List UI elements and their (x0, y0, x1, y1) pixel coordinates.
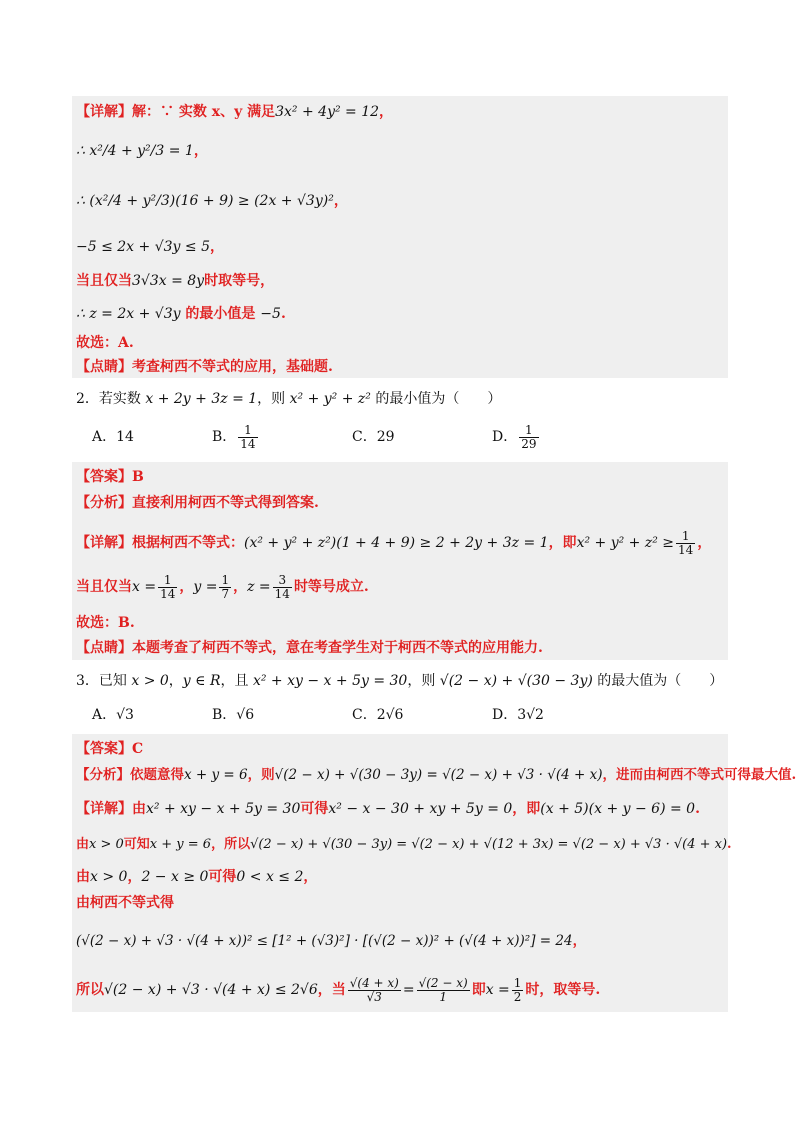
sol2-de-text: 根据柯西不等式： (132, 535, 244, 551)
q3-stem-d: ，则 (407, 673, 440, 689)
sol2-analysis (76, 492, 319, 514)
sol2-eq-z-frac (273, 574, 292, 601)
q3-option-b[interactable]: B．√6 (212, 707, 255, 723)
q2-opt-d-label: D． (492, 429, 518, 445)
q2-stem (76, 388, 501, 410)
sol2-eq-x: x = (132, 579, 157, 595)
q3-stem-c: ，且 (220, 673, 253, 689)
sol2-de-end: ， (697, 535, 712, 551)
sol2-equality: 当且仅当x = $\frac{1}{14}$ ，y = $\frac{1}{7}$ ，z = $\frac{3}{14}$ 时等号成立. (76, 572, 369, 601)
sol2-eq-z-den: 14 (274, 586, 290, 601)
sol3-cauchy-text: 由柯西不等式得 (76, 895, 174, 911)
sol3-line3 (76, 834, 732, 856)
q3-option-d[interactable]: D．3√2 (492, 707, 544, 723)
sol3-an-text2: ，则 (247, 767, 275, 783)
sol3-an-text1: 依题意得 (130, 767, 184, 783)
sol3-de-text1: 由 (132, 801, 146, 817)
sol2-de-math: (x² + y² + z²)(1 + 4 + 9) ≥ 2 + 2y + 3z = 1 (244, 535, 549, 551)
sol3-l6-end: ， (572, 933, 587, 949)
sol3-l7-f3-den: 2 (513, 989, 522, 1004)
sol1-l4-end: ， (209, 239, 224, 255)
q2-stem-m2: x² + y² + z² (289, 391, 371, 407)
sol1-l5-math: 3√3x = 8y (132, 273, 205, 289)
sol3-l7-text1: 所以 (76, 982, 104, 998)
sol1-l3-math: ∴ (x²/4 + y²/3)(16 + 9) ≥ (2x + √3y)² (76, 193, 334, 209)
q3-stem-m1: x > 0 (131, 673, 169, 689)
sol1-l8-text: 考查柯西不等式的应用，基础题. (132, 359, 333, 375)
sol3-l3-text3: ，所以 (211, 837, 251, 852)
sol3-de-m2: x² − x − 30 + xy + 5y = 0 (328, 801, 513, 817)
sol3-analysis (76, 764, 796, 786)
sol1-l1-text: 解：∵ 实数 x、y 满足 (132, 104, 276, 120)
sol3-l7-frac2 (417, 977, 470, 1004)
sol3-de-text3: ，即 (512, 801, 541, 817)
sol3-l7-f2-den: 1 (439, 989, 447, 1004)
sol3-l7-f2-num: √(2 − x) (418, 975, 468, 990)
sol2-de-mid: ，即 (548, 535, 577, 551)
sol3-l4-text2: ， (127, 869, 142, 885)
sol1-line1 (76, 101, 393, 123)
sol1-line8 (76, 356, 333, 378)
sol3-l7-m1: √(2 − x) + √3 · √(4 + x) ≤ 2√6 (104, 982, 318, 998)
q2-stem-b: ，则 (257, 391, 290, 407)
sol2-eq-end: 时等号成立. (293, 579, 369, 595)
q2-opt-d-frac (519, 424, 538, 451)
q2-stem-m1: x + 2y + 3z = 1 (145, 391, 258, 407)
sol3-l3-text2: 可知 (123, 837, 150, 852)
sol3-l6-math: (√(2 − x) + √3 · √(4 + x))² ≤ [1² + (√3)²] · [(√(2 − x))² + (√(4 + x))²] = 24 (76, 933, 573, 949)
sol3-an-text3: ，进而由柯西不等式可得最大值. (602, 767, 797, 783)
sol3-l3-m1: x > 0 (89, 837, 124, 852)
q2-opt-d-den: 29 (521, 436, 537, 451)
sol3-detail (76, 798, 700, 820)
sol1-line5 (76, 270, 274, 292)
q3-option-c[interactable]: C．2√6 (352, 707, 404, 723)
sol3-line6 (76, 926, 586, 956)
q3-stem-e: 的最大值为（ ） (592, 673, 724, 689)
sol2-de-frac (676, 530, 695, 557)
q2-option-a[interactable]: A．14 (92, 429, 134, 445)
sol3-l7-f1-den: √3 (366, 989, 382, 1004)
sol1-l2-math: ∴ x²/4 + y²/3 = 1 (76, 143, 194, 159)
sol1-l4-math: −5 ≤ 2x + √3y ≤ 5 (76, 239, 210, 255)
sol3-l7-text3: 即 (471, 982, 486, 998)
analysis-tag: 【分析】 (76, 495, 132, 511)
sol1-l5-end: 时取等号， (204, 273, 275, 289)
q2-opt-b-num: 1 (238, 424, 257, 438)
sol1-l1-math: 3x² + 4y² = 12 (275, 104, 380, 120)
sol2-answer: 【答案】B (76, 469, 144, 485)
sol1-l6-text: 的最小值是 (180, 306, 261, 322)
q3-stem-a: 3．已知 (76, 673, 132, 689)
sol1-l6-end: . (280, 306, 286, 322)
sol3-l4-m1: x > 0 (90, 869, 128, 885)
sol2-de-num: 1 (676, 530, 695, 544)
sol2-eq-x-den: 14 (160, 586, 176, 601)
q2-opt-b-label: B． (212, 429, 237, 445)
sol2-eq-z: z = (247, 579, 271, 595)
sol1-l1-end: ， (379, 104, 394, 120)
sol3-an-m2: √(2 − x) + √(30 − 3y) = √(2 − x) + √3 · √(4 + x) (274, 767, 603, 783)
sol3-l7-text2: ，当 (317, 982, 346, 998)
sol1-line2 (76, 136, 208, 166)
detail-tag: 【详解】 (76, 801, 132, 817)
q2-option-b[interactable] (212, 420, 260, 454)
comment-tag: 【点睛】 (76, 640, 132, 656)
sol3-l3-end: . (727, 837, 732, 852)
sol3-de-m3: (x + 5)(x + y − 6) = 0 (540, 801, 696, 817)
sol2-eq-x-num: 1 (158, 574, 177, 588)
sol3-l7-frac1 (348, 977, 401, 1004)
sol2-eq-y-num: 1 (221, 572, 230, 587)
sol2-comment (76, 637, 543, 659)
sol3-l7-eq: = (402, 982, 415, 998)
sol2-eq-y-den: 7 (221, 586, 230, 601)
q2-opt-b-frac (238, 424, 257, 451)
sol3-l4-end: ， (303, 869, 318, 885)
sol2-eq-text: 当且仅当 (76, 579, 132, 595)
q2-option-c[interactable]: C．29 (352, 429, 395, 445)
sol2-an-text: 直接利用柯西不等式得到答案. (132, 495, 319, 511)
sol1-choose: 故选：A. (76, 335, 134, 351)
sol3-l4-text1: 由 (76, 869, 90, 885)
sol3-de-end: . (695, 801, 700, 817)
sol3-l7-end: 时，取等号. (525, 982, 601, 998)
sol2-eq-y-frac (219, 574, 231, 601)
sol3-l7-f3-num: 1 (513, 975, 522, 990)
sol1-l5-text: 当且仅当 (76, 273, 132, 289)
sol3-l3-text1: 由 (76, 837, 90, 852)
detail-tag: 【详解】 (76, 535, 132, 551)
sol2-eq-y: y = (193, 579, 218, 595)
sol3-de-m1: x² + xy − x + 5y = 30 (146, 801, 301, 817)
q3-stem-m4: √(2 − x) + √(30 − 3y) (439, 673, 593, 689)
sol1-line3 (76, 186, 348, 216)
q3-stem-m3: x² + xy − x + 5y = 30 (252, 673, 408, 689)
sol3-an-m1: x + y = 6 (184, 767, 248, 783)
q3-stem-m2: y ∈ R (182, 673, 221, 689)
q2-opt-d-num: 1 (519, 424, 538, 438)
sol1-l6-math: ∴ z = 2x + √3y (76, 306, 181, 322)
sol3-l7-f1-num: √(4 + x) (349, 975, 399, 990)
sol3-l3-m3: √(2 − x) + √(30 − 3y) = √(2 − x) + √(12 + 3x) = √(2 − x) + √3 · √(4 + x) (250, 837, 728, 852)
detail-tag: 【详解】 (76, 104, 132, 120)
sol2-pj-text: 本题考查了柯西不等式，意在考查学生对于柯西不等式的应用能力. (132, 640, 543, 656)
sol1-l3-end: ， (333, 193, 348, 209)
sol2-de-math2: x² + y² + z² ≥ (576, 535, 675, 551)
sol3-line4 (76, 866, 317, 888)
q3-option-a[interactable]: A．√3 (92, 707, 134, 723)
sol3-l4-text3: 可得 (208, 869, 237, 885)
q2-opt-b-den: 14 (240, 436, 256, 451)
sol2-de-den: 14 (678, 542, 694, 557)
q3-stem-b: ， (168, 673, 183, 689)
sol3-line7 (76, 972, 600, 1008)
sol3-l7-frac3 (512, 977, 524, 1004)
sol3-de-text2: 可得 (300, 801, 329, 817)
sol2-choose: 故选：B. (76, 615, 135, 631)
sol1-l6-val: −5 (260, 306, 281, 322)
sol2-eq-z-num: 3 (273, 574, 292, 588)
sol3-l7-m2: x = (485, 982, 510, 998)
q2-stem-c: 的最小值为（ ） (370, 391, 502, 407)
sol3-l4-m2: 2 − x ≥ 0 (141, 869, 209, 885)
q3-stem (76, 670, 723, 692)
sol1-l2-end: ， (193, 143, 208, 159)
sol3-l3-m2: x + y = 6 (149, 837, 212, 852)
q2-option-d[interactable] (492, 420, 541, 454)
sol1-line6 (76, 303, 286, 325)
comment-tag: 【点睛】 (76, 359, 132, 375)
analysis-tag: 【分析】 (76, 767, 130, 783)
sol1-line4 (76, 236, 224, 258)
sol2-detail (76, 528, 711, 558)
sol3-l4-m3: 0 < x ≤ 2 (236, 869, 304, 885)
sol3-answer: 【答案】C (76, 741, 144, 757)
sol2-eq-x-frac (158, 574, 177, 601)
q2-stem-a: 2．若实数 (76, 391, 146, 407)
